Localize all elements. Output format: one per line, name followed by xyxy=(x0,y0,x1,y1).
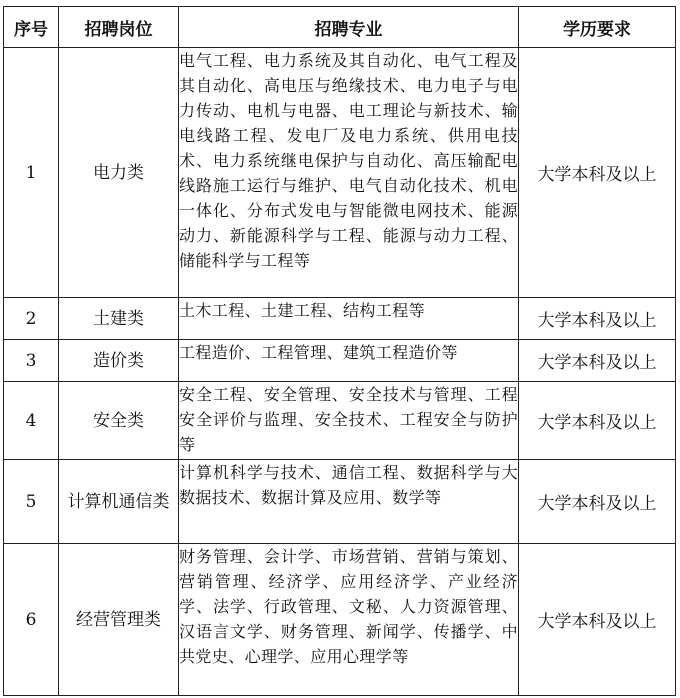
education-cell: 大学本科及以上 xyxy=(519,382,676,460)
major-cell: 计算机科学与技术、通信工程、数据科学与大数据技术、数据计算及应用、数学等 xyxy=(179,460,519,544)
header-recruitment-major: 招聘专业 xyxy=(179,7,519,48)
major-cell: 土木工程、土建工程、结构工程等 xyxy=(179,298,519,340)
education-cell: 大学本科及以上 xyxy=(519,298,676,340)
education-cell: 大学本科及以上 xyxy=(519,460,676,544)
post-cell: 计算机通信类 xyxy=(59,460,179,544)
education-cell: 大学本科及以上 xyxy=(519,340,676,382)
table-row xyxy=(4,48,676,298)
post-cell: 电力类 xyxy=(59,48,179,298)
table-row xyxy=(4,544,676,696)
header-education-requirement: 学历要求 xyxy=(519,7,676,48)
serial-number-cell: 5 xyxy=(4,460,59,544)
serial-number-cell: 4 xyxy=(4,382,59,460)
header-row xyxy=(4,7,676,48)
major-cell: 工程造价、工程管理、建筑工程造价等 xyxy=(179,340,519,382)
post-cell: 造价类 xyxy=(59,340,179,382)
post-cell: 土建类 xyxy=(59,298,179,340)
serial-number-cell: 6 xyxy=(4,544,59,696)
major-cell: 财务管理、会计学、市场营销、营销与策划、营销管理、经济学、应用经济学、产业经济学、法学、行政管理、文秘、人力资源管理、汉语言文学、财务管理、新闻学、传播学、中共党史、心理学、应用心理学等 xyxy=(179,544,519,696)
education-cell: 大学本科及以上 xyxy=(519,544,676,696)
serial-number-cell: 3 xyxy=(4,340,59,382)
major-cell: 电气工程、电力系统及其自动化、电气工程及其自动化、高电压与绝缘技术、电力电子与电力传动、电机与电器、电工理论与新技术、输电线路工程、发电厂及电力系统、供用电技术、电力系统继电保护与自动化、高压输配电线路施工运行与维护、电气自动化技术、机电一体化、分布式发电与智能微电网技术、能源动力、新能源科学与工程、能源与动力工程、储能科学与工程等 xyxy=(179,48,519,298)
major-cell: 安全工程、安全管理、安全技术与管理、工程安全评价与监理、安全技术、工程安全与防护等 xyxy=(179,382,519,460)
post-cell: 经营管理类 xyxy=(59,544,179,696)
table-row xyxy=(4,382,676,460)
table-row xyxy=(4,460,676,544)
table-row xyxy=(4,340,676,382)
table-row xyxy=(4,298,676,340)
serial-number-cell: 1 xyxy=(4,48,59,298)
header-recruitment-post: 招聘岗位 xyxy=(59,7,179,48)
serial-number-cell: 2 xyxy=(4,298,59,340)
header-serial-number: 序号 xyxy=(4,7,59,48)
recruitment-table xyxy=(3,6,676,696)
post-cell: 安全类 xyxy=(59,382,179,460)
education-cell: 大学本科及以上 xyxy=(519,48,676,298)
